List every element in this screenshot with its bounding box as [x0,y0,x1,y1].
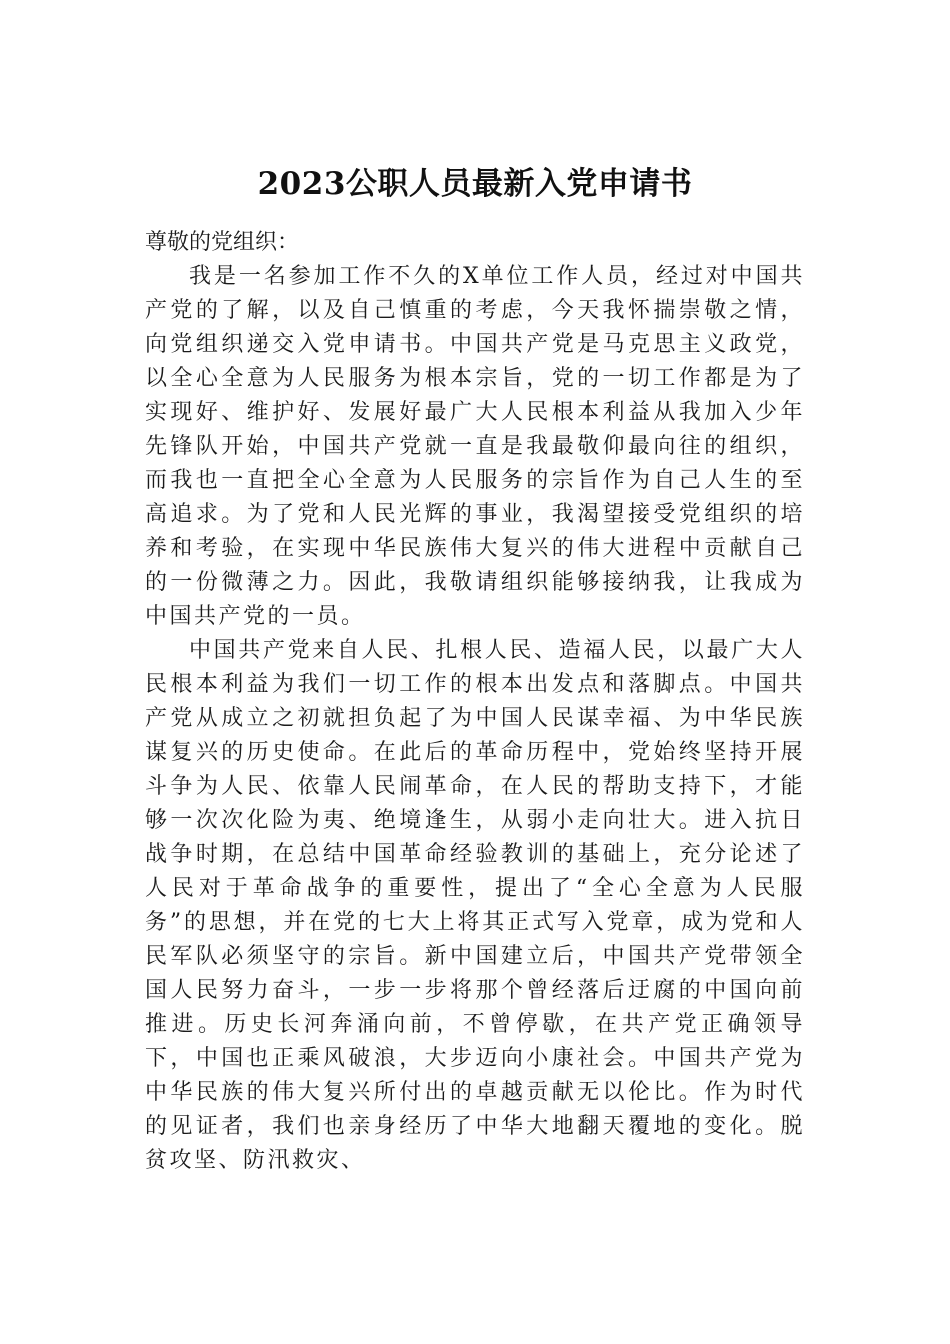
paragraph-1: 我是一名参加工作不久的X单位工作人员，经过对中国共产党的了解，以及自己慎重的考虑，今天我怀揣崇敬之情，向党组织递交入党申请书。中国共产党是马克思主义政党，以全心全意为人民服务为根本宗旨，党的一切工作都是为了实现好、维护好、发展好最广大人民根本利益从我加入少年先锋队开始，中国共产党就一直是我最敬仰最向往的组织，而我也一直把全心全意为人民服务的宗旨作为自己人生的至高追求。为了党和人民光辉的事业，我渴望接受党组织的培养和考验，在实现中华民族伟大复兴的伟大进程中贡献自己的一份微薄之力。因此，我敬请组织能够接纳我，让我成为中国共产党的一员。 [145,264,805,629]
document-title: 2023公职人员最新入党申请书 [257,166,693,202]
paragraph-2: 中国共产党来自人民、扎根人民、造福人民，以最广大人民根本利益为我们一切工作的根本出发点和落脚点。中国共产党从成立之初就担负起了为中国人民谋幸福、为中华民族谋复兴的历史使命。在此后的革命历程中，党始终坚持开展斗争为人民、依靠人民闹革命，在人民的帮助支持下，才能够一次次化险为夷、绝境逢生，从弱小走向壮大。进入抗日战争时期，在总结中国革命经验教训的基础上，充分论述了人民对于革命战争的重要性，提出了“全心全意为人民服务”的思想，并在党的七大上将其正式写入党章，成为党和人民军队必须坚守的宗旨。新中国建立后，中国共产党带领全国人民努力奋斗，一步一步将那个曾经落后迂腐的中国向前推进。历史长河奔涌向前，不曾停歇，在共产党正确领导下，中国也正乘风破浪，大步迈向小康社会。中国共产党为中华民族的伟大复兴所付出的卓越贡献无以伦比。作为时代的见证者，我们也亲身经历了中华大地翻天覆地的变化。脱贫攻坚、防汛救灾、 [145,638,805,1173]
salutation: 尊敬的党组织： [145,230,300,255]
document-body [145,226,805,1178]
